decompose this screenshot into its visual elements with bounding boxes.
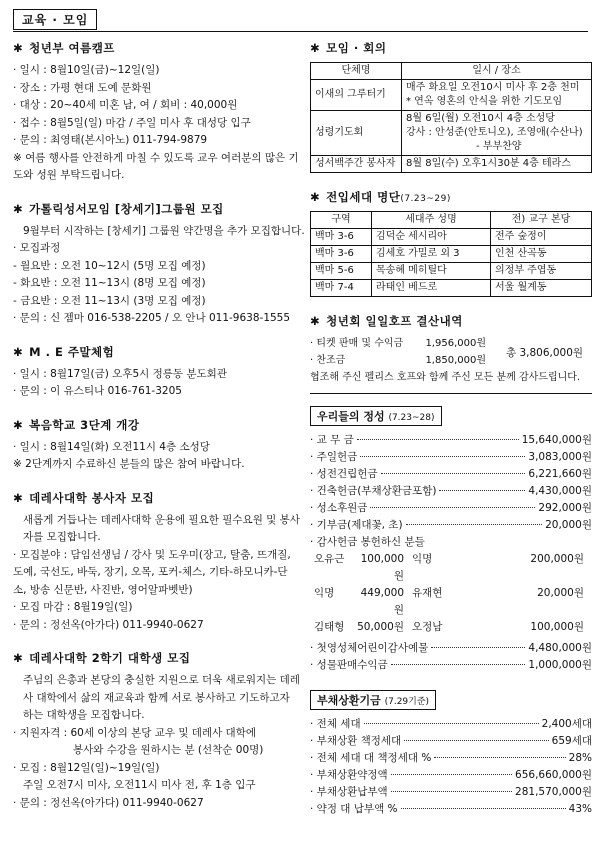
table-cell: 목송혜 메히틸다	[372, 263, 491, 280]
star-icon: ✱	[13, 201, 24, 216]
table-header: 단체명	[311, 63, 402, 80]
info-line: · 일시 : 8월17일(금) 오후5시 정릉동 분도회관	[13, 367, 227, 380]
page-title: 교육 · 모임	[13, 9, 97, 30]
info-line: · 문의 : 신 젬마 016-538-2205 / 오 안나 011-9638-1555	[13, 312, 291, 324]
star-icon: ✱	[310, 190, 321, 204]
star-icon: ✱	[13, 490, 24, 505]
thanks-title: · 감사헌금 봉헌하신 분들	[310, 535, 425, 548]
table-cell: 백마 3-6	[311, 229, 372, 246]
offering-item: · 첫영성체어린이감사예물 4,480,000원	[310, 642, 592, 654]
right-column	[310, 40, 592, 834]
donor-amount: 50,000원	[357, 621, 404, 633]
donor-name: 오정남	[412, 621, 443, 633]
donor-name: 김태형	[314, 621, 345, 633]
info-line: - 금요반 : 오전 11~13시 (3명 모집 예정)	[13, 294, 206, 307]
table-row	[311, 229, 592, 246]
table-cell: 8월 8일(수) 오후1시30분 4층 테라스	[402, 156, 592, 173]
donor-amount: 20,000원	[537, 587, 584, 599]
page-header	[13, 9, 97, 30]
table-cell	[402, 80, 592, 111]
info-line: · 장소 : 가평 현대 도예 문화원	[13, 81, 152, 94]
star-icon: ✱	[13, 651, 24, 665]
donor-amount: 200,000원	[530, 553, 584, 565]
table-row	[311, 263, 592, 280]
info-line: · 일시 : 8월14일(화) 오전11시 4층 소성당	[13, 440, 210, 453]
table-cell: 전주 숲정이	[491, 229, 592, 246]
section-title: 모임 · 회의	[326, 41, 387, 55]
table-row	[311, 156, 592, 173]
donor-name: 오유근	[314, 553, 345, 565]
debt-section	[310, 690, 592, 818]
table-row	[311, 246, 592, 263]
table-header-row	[311, 212, 592, 229]
info-line: · 문의 : 정선옥(아가다) 011-9940-0627	[13, 618, 204, 631]
cell-line: * 연옥 영혼의 안식을 위한 기도모임	[406, 96, 563, 107]
debt-item: · 부채상환약정액 656,660,000원	[310, 769, 592, 781]
teresa-volunteer-section	[13, 490, 301, 635]
info-line: · 일시 : 8월10일(금)~12일(일)	[13, 64, 160, 76]
donor-amount: 100,000원	[530, 621, 584, 633]
table-cell: 김덕순 세시리아	[372, 229, 491, 246]
info-line: - 월요반 : 오전 10~12시 (5명 모집 예정)	[13, 259, 206, 272]
info-line: 봉사와 수강을 원하시는 분 (선착순 00명)	[73, 744, 264, 756]
table-header: 구역	[311, 212, 372, 229]
offering-item: · 교 무 금 15,640,000원	[310, 433, 592, 446]
newcomers-section	[310, 189, 592, 297]
donor-name: 익명	[412, 553, 433, 565]
info-line: 주님의 은총과 본당의 충실한 지원으로 더욱 새로워지는 데레사 대학에서 삶의 재교육과 함께 서로 봉사하고 기도하고자 하는 대학생을 모집합니다.	[23, 674, 300, 721]
section-title: 청년부 여름캠프	[29, 41, 115, 55]
info-line: · 모집 : 8월12일(일)~19일(일)	[13, 761, 160, 774]
info-line: · 대상 : 20~40세 미혼 남, 여 / 회비 : 40,000원	[13, 99, 238, 111]
info-line: ※ 2단계까지 수료하신 분들의 많은 참여 바랍니다.	[13, 458, 245, 470]
bible-group-section	[13, 201, 305, 328]
table-cell: 인천 산곡동	[491, 246, 592, 263]
table-header: 전) 교구 본당	[491, 212, 592, 229]
star-icon: ✱	[13, 41, 24, 55]
donor-name: 유재현	[412, 587, 443, 599]
debt-item: · 약정 대 납부액 % 43%	[310, 803, 592, 815]
info-line: · 모집과정	[13, 242, 61, 254]
left-column	[13, 40, 305, 828]
offering-item: · 주일헌금 3,083,000원	[310, 450, 592, 463]
section-title: 데레사대학 봉사자 모집	[29, 490, 155, 505]
section-subtitle: (7.29기준)	[384, 697, 430, 707]
debt-item: · 부채상환 책정세대 659세대	[310, 735, 592, 747]
me-weekend-section	[13, 344, 301, 401]
donor-name: 익명	[314, 587, 335, 599]
table-header: 세대주 성명	[372, 212, 491, 229]
info-line: 주일 오전7시 미사, 오전11시 미사 전, 후 1층 입구	[23, 779, 256, 791]
table-cell: 성령기도회	[311, 111, 402, 156]
debt-item: · 전체 세대 대 책정세대 % 28%	[310, 752, 592, 764]
table-cell: 김세호 가밀로 외 3	[372, 246, 491, 263]
newcomers-table	[310, 211, 592, 297]
table-row	[311, 280, 592, 297]
header-rule	[13, 31, 588, 32]
table-cell: 의정부 주엽동	[491, 263, 592, 280]
info-line: 9월부터 시작하는 [창세기] 그룹원 약간명을 추가 모집합니다.	[23, 224, 305, 237]
table-header-row	[311, 63, 592, 80]
section-title: 전입세대 명단	[326, 190, 401, 204]
table-cell: 백마 7-4	[311, 280, 372, 297]
gospel-school-section	[13, 417, 301, 474]
table-cell: 백마 5-6	[311, 263, 372, 280]
cell-line: 강사 : 안성준(안토니오), 조영애(수산나)	[406, 127, 583, 138]
settlement-item: · 찬조금 1,850,000원	[310, 355, 486, 366]
offering-item: · 기부금(제대꽃, 초) 20,000원	[310, 518, 592, 531]
debt-item: · 전체 세대 2,400세대	[310, 718, 592, 730]
meetings-section	[310, 40, 592, 173]
settlement-total: 총 3,806,000원	[506, 346, 584, 359]
offering-item: · 건축헌금(부채상환금포함) 4,430,000원	[310, 484, 592, 497]
settlement-item: · 티켓 판매 및 수익금 1,956,000원	[310, 338, 486, 349]
section-subtitle: (7.23~29)	[400, 194, 451, 204]
table-header: 일시 / 장소	[402, 63, 592, 80]
meetings-table	[310, 62, 592, 173]
info-line: · 모집 마감 : 8월19일(일)	[13, 601, 133, 613]
divider	[310, 393, 592, 394]
table-cell: 성서백주간 봉사자	[311, 156, 402, 173]
donor-amount: 100,000원	[360, 553, 404, 582]
youth-hof-section	[310, 313, 592, 394]
star-icon: ✱	[13, 417, 24, 432]
info-line: · 문의 : 정선옥(아가다) 011-9940-0627	[13, 796, 204, 809]
table-cell: 이새의 그루터기	[311, 80, 402, 111]
cell-line: - 부부찬양	[476, 141, 522, 152]
section-subtitle: (7.23~28)	[388, 412, 435, 423]
table-row	[311, 111, 592, 156]
section-title: 가톨릭성서모임 [창세기]그룹원 모집	[29, 201, 224, 216]
star-icon: ✱	[310, 41, 321, 55]
section-title: 우리들의 정성	[317, 409, 385, 423]
cell-line: 매주 화요일 오전10시 미사 후 2층 천미	[406, 82, 580, 93]
info-line: - 화요반 : 오전 11~13시 (8명 모집 예정)	[13, 277, 206, 289]
star-icon: ✱	[310, 314, 321, 328]
note-line: ※ 여름 행사를 안전하게 마칠 수 있도록 교우 여러분의 많은 기도와 성원 부탁드립니다.	[13, 151, 299, 181]
settlement-note: 협조해 주신 펠리스 호프와 함께 주신 모든 분께 감사드립니다.	[310, 372, 581, 383]
offering-item: · 성소후원금 292,000원	[310, 501, 592, 514]
info-line: · 문의 : 이 유스티나 016-761-3205	[13, 385, 182, 397]
section-title: 데레사대학 2학기 대학생 모집	[29, 651, 191, 665]
section-title: 복음학교 3단계 개강	[29, 417, 140, 432]
table-cell	[402, 111, 592, 156]
offerings-section	[310, 406, 592, 675]
youth-camp-section	[13, 40, 301, 185]
donor-amount: 449,000원	[360, 587, 404, 616]
info-line: 새롭게 거듭나는 데레사대학 운용에 필요한 필수요원 및 봉사자를 모집합니다.	[23, 513, 300, 543]
info-line: · 지원자격 : 60세 이상의 본당 교우 및 데레사 대학에	[13, 726, 256, 739]
cell-line: 8월 6일(월) 오전10시 4층 소성당	[406, 113, 555, 124]
table-row	[311, 80, 592, 111]
table-cell: 서울 월계동	[491, 280, 592, 297]
section-title: M . E 주말체험	[29, 344, 115, 359]
table-cell: 라태인 베드로	[372, 280, 491, 297]
offering-item: · 성물판매수익금 1,000,000원	[310, 659, 592, 671]
star-icon: ✱	[13, 344, 24, 359]
offering-item: · 성전건립헌금 6,221,660원	[310, 467, 592, 480]
debt-item: · 부채상환납부액 281,570,000원	[310, 786, 592, 798]
info-line: · 문의 : 최영태(본시아노) 011-794-9879	[13, 134, 208, 146]
info-line: · 접수 : 8월5일(일) 마감 / 주일 미사 후 대성당 입구	[13, 116, 251, 129]
thanks-grid	[310, 551, 592, 636]
section-title: 부채상환기금	[317, 694, 381, 707]
section-title: 청년회 일일호프 결산내역	[326, 314, 463, 328]
info-line: · 모집분야 : 담임선생님 / 강사 및 도우미(장고, 탈춤, 뜨개질, 도예, 국선도, 바둑, 장기, 오목, 포커-체스, 기타-하모니카-단소, 방송 신문반, 사진반, 영어알파벳반)	[13, 548, 291, 596]
table-cell: 백마 3-6	[311, 246, 372, 263]
teresa-students-section	[13, 650, 301, 812]
